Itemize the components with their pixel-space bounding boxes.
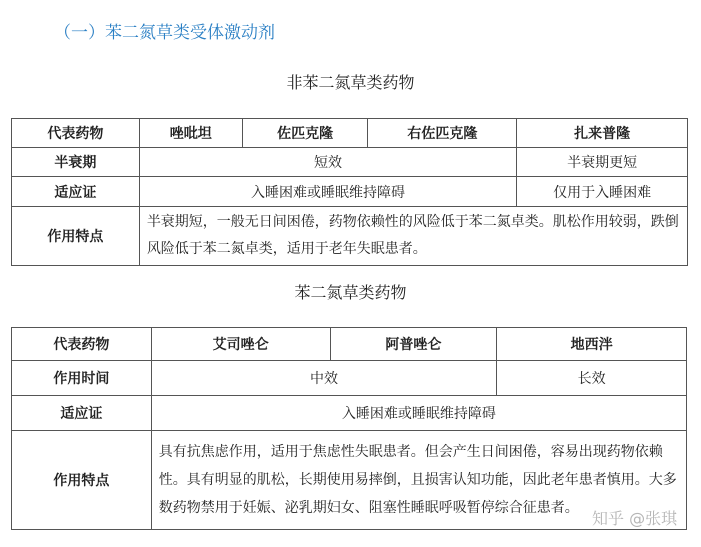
header-cell: 佐匹克隆 [242,119,368,148]
table-cell: 短效 [139,148,516,177]
table2-caption: 苯二氮草类药物 [294,283,407,302]
row-label: 适应证 [12,177,140,207]
table-row [12,431,687,530]
table-row [12,148,688,177]
table-cell: 仅用于入睡困难 [517,177,688,207]
header-cell: 扎来普隆 [517,119,688,148]
header-cell: 右佐匹克隆 [368,119,517,148]
table-row [12,119,688,148]
header-cell: 艾司唑仑 [151,328,330,361]
table-row [12,361,687,396]
benzodiazepine-table [11,327,687,530]
header-cell: 代表药物 [12,119,140,148]
table-cell: 中效 [151,361,496,396]
row-label: 适应证 [12,396,152,431]
header-cell: 地西泮 [497,328,687,361]
table-row [12,207,688,266]
row-label: 作用特点 [12,207,140,266]
header-cell: 阿普唑仑 [330,328,497,361]
row-label: 作用时间 [12,361,152,396]
non-benzodiazepine-table [11,118,688,266]
table-cell: 入睡困难或睡眠维持障碍 [151,396,686,431]
table-cell: 具有抗焦虑作用，适用于焦虑性失眠患者。但会产生日间困倦，容易出现药物依赖性。具有明显的肌松，长期使用易摔倒，且损害认知功能，因此老年患者慎用。大多数药物禁用于妊娠、泌乳期妇女、阻塞性睡眠呼吸暂停综合征患者。 [151,431,686,530]
table-cell: 半衰期短，一般无日间困倦，药物依赖性的风险低于苯二氮卓类。肌松作用较弱，跌倒风险低于苯二氮卓类，适用于老年失眠患者。 [139,207,687,266]
table-row [12,328,687,361]
row-label: 半衰期 [12,148,140,177]
table1-caption: 非苯二氮草类药物 [286,73,415,92]
header-cell: 代表药物 [12,328,152,361]
header-cell: 唑吡坦 [139,119,242,148]
table-row [12,396,687,431]
table-cell: 入睡困难或睡眠维持障碍 [139,177,516,207]
row-label: 作用特点 [12,431,152,530]
section-heading: （一）苯二氮草类受体激动剂 [54,23,275,43]
table-cell: 半衰期更短 [517,148,688,177]
table-row [12,177,688,207]
watermark: 知乎 @张琪 [592,509,678,528]
table-cell: 长效 [497,361,687,396]
